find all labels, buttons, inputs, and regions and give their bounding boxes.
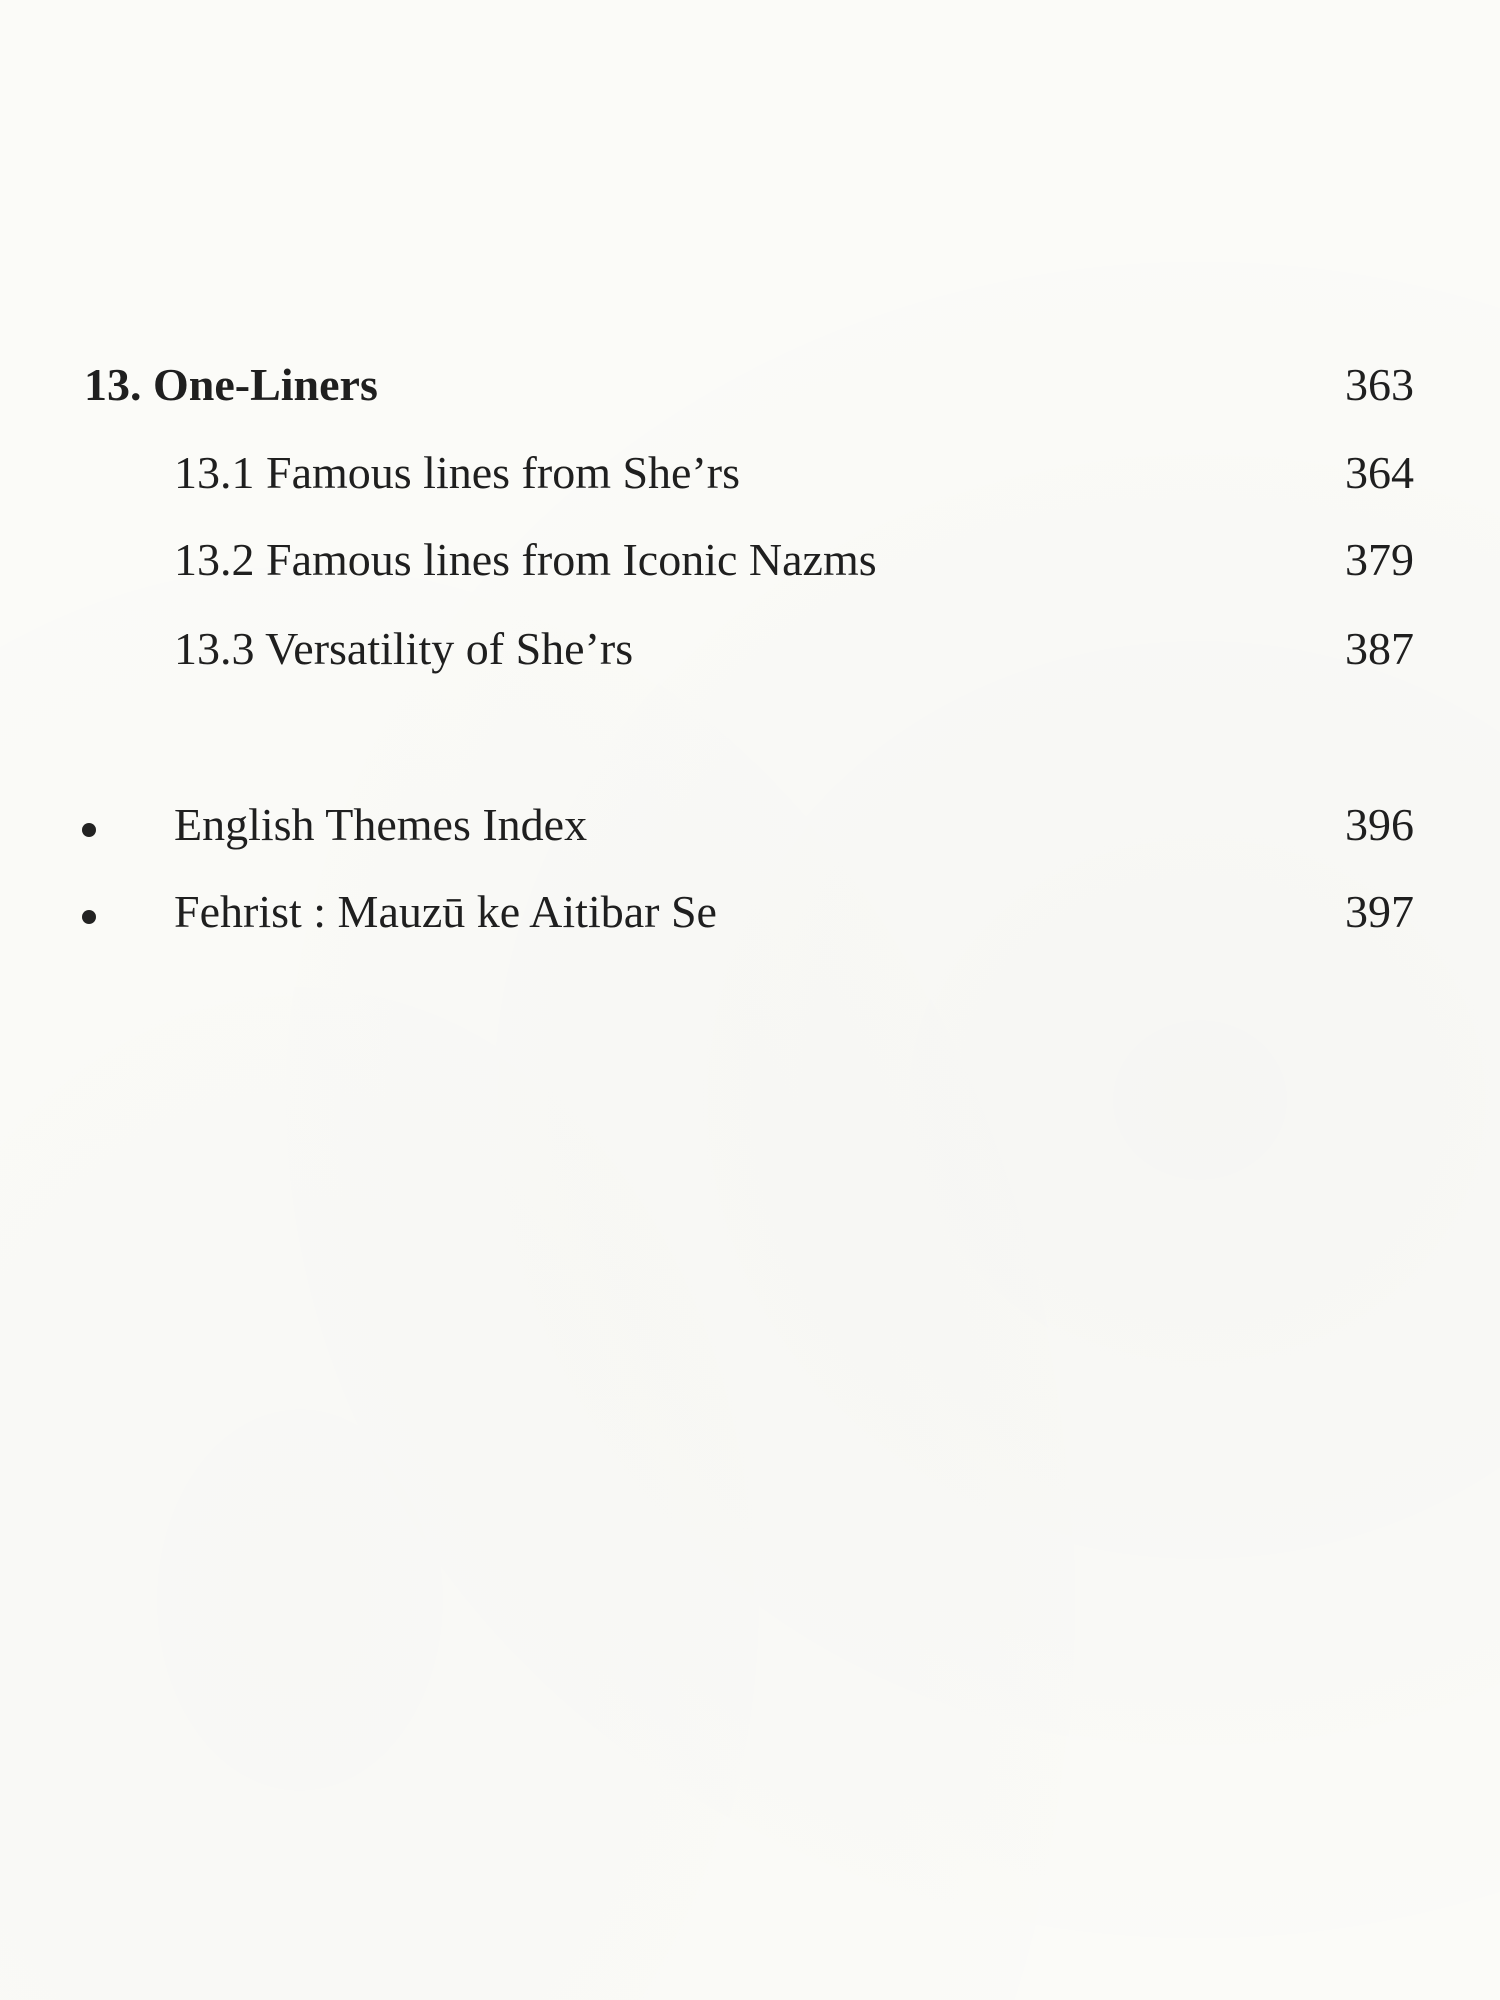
index-entry-title: English Themes Index <box>174 799 588 850</box>
index-entry-title: Fehrist : Mauzū ke Aitibar Se <box>174 886 717 937</box>
index-entry-page-number: 397 <box>1345 886 1414 937</box>
section-page-number: 364 <box>1345 447 1414 498</box>
chapter-title: 13. One-Liners <box>84 359 378 410</box>
section-page-number: 379 <box>1345 534 1414 585</box>
chapter-title-row <box>84 350 378 420</box>
section-title: 13.2 Famous lines from Iconic Nazms <box>174 534 877 585</box>
section-row <box>174 438 740 508</box>
chapter-page-number: 363 <box>1345 359 1414 410</box>
section-page-number: 387 <box>1345 623 1414 674</box>
section-title: 13.3 Versatility of She’rs <box>174 623 634 674</box>
bullet-icon <box>82 823 96 837</box>
index-entry-row <box>174 790 587 860</box>
index-entry-page-number: 396 <box>1345 799 1414 850</box>
bullet-icon <box>82 910 96 924</box>
section-title: 13.1 Famous lines from She’rs <box>174 447 741 498</box>
section-row <box>174 614 633 684</box>
section-row <box>174 525 877 595</box>
index-entry-row <box>174 877 717 947</box>
